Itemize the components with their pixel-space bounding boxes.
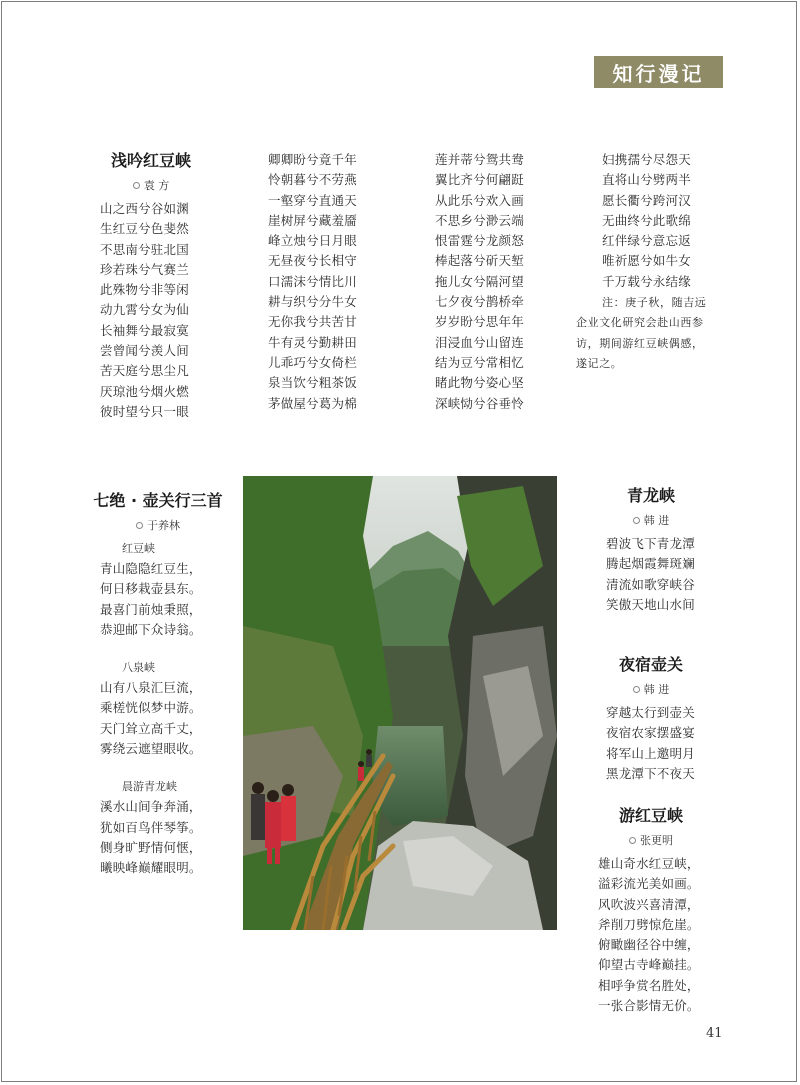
poem2-subtitle: 晨游青龙峡 [122, 780, 177, 794]
author-circle-icon [136, 522, 143, 529]
note-line: 企业文化研究会赴山西参 [576, 316, 704, 330]
poem3-author: 韩 进 [643, 514, 670, 527]
poem4-title: 夜宿壶关 [618, 655, 683, 674]
poem-line: 愿长衢兮跨河汉 [602, 192, 691, 208]
poem-line: 莲并蒂兮鸳共鸯 [435, 152, 524, 167]
poem1-col1-lines [100, 199, 202, 422]
poem1-title: 浅吟红豆峡 [110, 151, 191, 170]
poem-line: 红伴绿兮意忘返 [602, 233, 691, 249]
poem2-body [88, 539, 228, 879]
author-circle-icon [629, 837, 636, 844]
poem-line: 茅做屋兮葛为棉 [268, 395, 357, 411]
poem-line: 一壑穿兮直通天 [268, 192, 357, 208]
poem-line: 直将山兮劈两半 [602, 172, 691, 188]
poem-line: 儿乖巧兮女倚栏 [268, 354, 357, 370]
poem-line: 翼比齐兮何翩跹 [435, 172, 524, 188]
note-line: 注：庚子秋，随吉远 [602, 296, 707, 310]
poem1-column-3 [435, 150, 535, 414]
poem-line: 穿越太行到壶关 [606, 705, 695, 720]
author-circle-icon [633, 686, 640, 693]
poem-line: 无你我兮共苦甘 [268, 314, 357, 330]
poem5-block [596, 803, 706, 1016]
gorge-photo [243, 476, 557, 930]
poem-line: 犹如百鸟伴琴筝。 [100, 819, 202, 835]
poem3-author-row [596, 512, 706, 528]
poem-line: 将军山上邀明月 [606, 745, 695, 761]
poem5-author: 张更明 [640, 834, 673, 847]
note-line: 访，期间游红豆峡偶感， [576, 336, 704, 350]
poem-line: 生红豆兮色斐然 [100, 221, 189, 237]
poem2-author-row [88, 517, 228, 533]
poem-line: 苦天庭兮思尘凡 [100, 363, 189, 379]
poem-line: 何日移栽壶县东。 [100, 581, 202, 597]
poem-line: 夜宿农家摆盛宴 [606, 725, 695, 741]
poem1-col4-lines [576, 150, 736, 292]
page-number: 41 [706, 1026, 723, 1041]
poem-line: 千万载兮永结缘 [602, 273, 691, 289]
section-tag: 知行漫记 [594, 56, 723, 88]
poem-line: 笑傲天地山水间 [606, 596, 695, 612]
poem-line: 相呼争赏名胜处， [598, 977, 700, 993]
author-circle-icon [133, 182, 140, 189]
poem1-note [576, 293, 736, 374]
poem5-title: 游红豆峡 [618, 806, 683, 825]
poem5-lines [596, 854, 706, 1016]
poem-line: 耕与织兮分牛女 [268, 294, 357, 310]
poem-line: 溪水山间争奔涌， [100, 799, 202, 815]
poem-line: 曦映峰巅耀眼明。 [100, 860, 202, 876]
poem-line: 腾起烟霞舞斑斓 [606, 556, 695, 572]
poem-line: 侧身旷野情何惬， [100, 839, 202, 855]
poem-line: 怜朝暮兮不劳燕 [268, 172, 357, 188]
poem-line: 无曲终兮此歌绵 [602, 212, 691, 228]
poem-line: 碧波飞下青龙潭 [606, 536, 695, 551]
poem4-lines [596, 703, 706, 784]
poem-line: 清流如歌穿峡谷 [606, 576, 695, 592]
poem1-column-4 [576, 150, 736, 374]
poem-line: 崖树屏兮藏羞靥 [268, 212, 357, 228]
poem-line: 珍若珠兮气赛兰 [100, 261, 189, 277]
poem2-subtitle: 八泉峡 [122, 661, 155, 675]
poem-line: 山之西兮谷如渊 [100, 201, 189, 216]
poem-line: 山有八泉汇巨流， [100, 680, 202, 696]
poem-line: 风吹波兴喜清潭， [598, 896, 700, 912]
poem1-author-row [100, 177, 202, 193]
poem-line: 结为豆兮常相忆 [435, 354, 524, 370]
poem-line: 天门耸立高千丈， [100, 720, 202, 736]
poem-line: 妇携孺兮尽怨天 [602, 152, 691, 167]
poem5-author-row [596, 832, 706, 848]
poem1-author: 袁 方 [143, 179, 170, 192]
poem-line: 无昼夜兮长相守 [268, 253, 357, 269]
poem-line: 溢彩流光美如画。 [598, 876, 700, 892]
poem3-block [596, 483, 706, 615]
poem-line: 仰望古寺峰巅挂。 [598, 957, 700, 973]
poem2-title: 七绝 · 壶关行三首 [93, 491, 223, 510]
poem-line: 斧削刀劈惊危崖。 [598, 916, 700, 932]
poem-line: 泉当饮兮粗茶饭 [268, 375, 357, 391]
poem-line: 深峡恸兮谷垂怜 [435, 395, 524, 411]
poem-line: 不思乡兮渺云端 [435, 212, 524, 228]
poem-line: 尝曾闻兮羡人间 [100, 343, 189, 359]
poem4-block [596, 652, 706, 784]
poem-line: 岁岁盼兮思年年 [435, 314, 524, 330]
poem1-column-1 [100, 148, 202, 422]
poem-line: 七夕夜兮鹊桥牵 [435, 294, 524, 310]
poem-line: 不思南兮驻北国 [100, 241, 189, 257]
poem4-author-row [596, 681, 706, 697]
poem-line: 此殊物兮非等闲 [100, 282, 189, 298]
poem2-author: 于养林 [147, 519, 180, 532]
poem2-block [88, 488, 228, 879]
poem-line: 彼时望兮只一眼 [100, 403, 189, 419]
author-circle-icon [633, 517, 640, 524]
poem-line: 棒起落兮斫天堑 [435, 253, 524, 269]
poem-line: 唯祈愿兮如牛女 [602, 253, 691, 269]
poem1-column-2 [268, 150, 368, 414]
poem2-subtitle: 红豆峡 [122, 542, 155, 555]
poem-line: 青山隐隐红豆生， [100, 561, 202, 576]
poem-line: 长袖舞兮最寂寞 [100, 322, 189, 338]
poem-line: 睹此物兮姿心坚 [435, 375, 524, 391]
poem3-lines [596, 534, 706, 615]
poem-line: 牛有灵兮勤耕田 [268, 334, 357, 350]
poem-line: 俯瞰幽径谷中缠， [598, 937, 700, 953]
note-line: 遂记之。 [576, 356, 623, 370]
poem-line: 动九霄兮女为仙 [100, 302, 189, 318]
poem-line: 一张合影情无价。 [598, 998, 700, 1014]
poem-line: 峰立烛兮日月眼 [268, 233, 357, 249]
poem-line: 口濡沫兮情比川 [268, 273, 357, 289]
poem-line: 乘槎恍似梦中游。 [100, 700, 202, 716]
poem-line: 从此乐兮欢入画 [435, 192, 524, 208]
poem-line: 恭迎邮下众诗翁。 [100, 621, 202, 637]
poem-line: 泪浸血兮山留连 [435, 334, 524, 350]
poem-line: 拖儿女兮隔河望 [435, 273, 524, 289]
poem-line: 黑龙潭下不夜天 [606, 765, 695, 781]
poem-line: 雄山奇水红豆峡， [598, 856, 700, 871]
poem-line: 恨雷霆兮龙颜怒 [435, 233, 524, 249]
poem-line: 卿卿盼兮竟千年 [268, 152, 357, 167]
poem-line: 厌琼池兮烟火燃 [100, 383, 189, 399]
poem-line: 雾绕云遮望眼收。 [100, 741, 202, 757]
poem-line: 最喜门前烛秉照， [100, 601, 202, 617]
gorge-photo-illustration [243, 476, 557, 930]
poem4-author: 韩 进 [643, 683, 670, 696]
poem3-title: 青龙峡 [626, 486, 675, 505]
